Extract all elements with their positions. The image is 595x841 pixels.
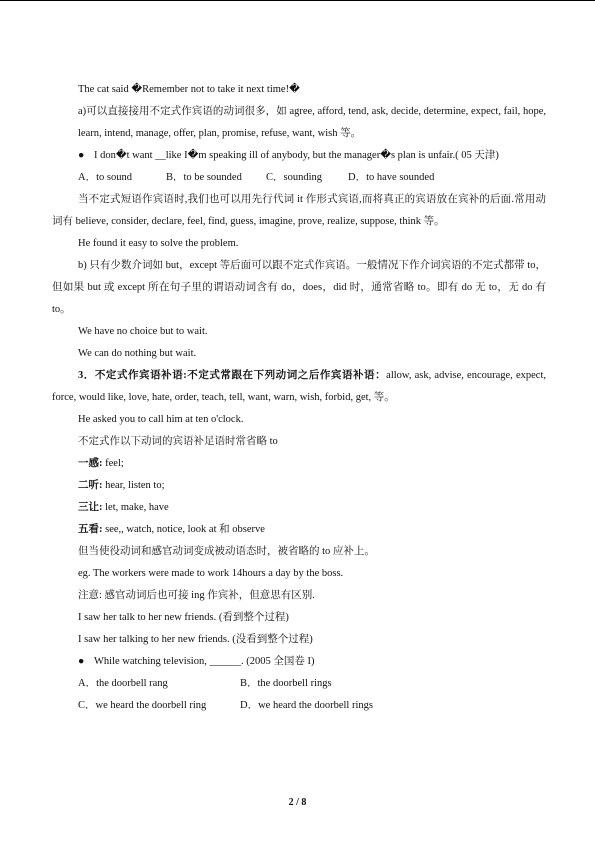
rule-text: 但当使役动词和感官动词变成被动语态时，被省略的 to 应补上。 [78,546,375,557]
bullet-icon: ● [78,656,85,667]
option-a: A．the doorbell rang [78,678,168,689]
rule-label: 一感: [78,458,103,469]
option-d: D．to have sounded [348,172,435,183]
answer-options [52,673,546,695]
paragraph-a: a)可以直接接用不定式作宾语的动词很多，如 agree, afford, tend, ask, decide, determine, expect, fail, hope, learn, intend, manage, offer, plan, promise, refuse, want, wish 等。 [78,106,546,139]
rule-text: 不定式作以下动词的宾语补足语时常省略 to [78,436,278,447]
example-sentence: I saw her talking to her new friends. (没看到整个过程) [78,634,313,645]
example-sentence: We have no choice but to wait. [78,326,208,337]
option-c: C．we heard the doorbell ring [78,700,207,711]
question-text: I don�t want __like I�m speaking ill of anybody, but the manager�s plan is unfair.( 05 天津) [94,150,499,161]
document-body [52,79,546,717]
note-text: 注意: 感官动词后也可接 ing 作宾补，但意思有区别. [78,590,315,601]
rule-item [52,453,546,475]
option-d: D．we heard the doorbell rings [240,700,373,711]
rule-item [52,519,546,541]
rule-label: 三让: [78,502,103,513]
rule-value: let, make, have [102,502,169,513]
exercise-question [52,651,546,673]
answer-options [52,167,546,189]
option-a: A．to sound [78,172,132,183]
page-number: 2 / 8 [288,797,307,808]
rule-item [52,497,546,519]
example-sentence: I saw her talk to her new friends. (看到整个过程) [78,612,289,623]
rule-value: see,, watch, notice, look at 和 observe [102,524,265,535]
rule-label: 二听: [78,480,103,491]
paragraph-b: b) 只有少数介词如 but，except 等后面可以跟不定式作宾语。一般情况下作介词宾语的不定式都带 to，但如果 but 或 except 所在句子里的谓语动词含有 do，does，did 时，通常省略 to。即有 do 无 to，无 do 有 to。 [52,260,547,315]
section-3-heading: 3．不定式作宾语补语:不定式常跟在下列动词之后作宾语补语： [78,370,387,381]
paragraph-it: 当不定式短语作宾语时,我们也可以用先行代词 it 作形式宾语,而将真正的宾语放在宾补的后面.常用动词有 believe, consider, declare, feel, find, guess, imagine, prove, realize, suppose, think 等。 [52,194,546,227]
rule-value: hear, listen to; [102,480,165,491]
exercise-question [52,145,546,167]
header-rule [0,0,595,1]
example-sentence: The cat said �Remember not to take it next time!� [78,84,300,95]
rule-item [52,475,546,497]
option-b: B．the doorbell rings [240,678,332,689]
section-3-paragraph [52,365,546,409]
answer-options [52,695,546,717]
example-sentence: We can do nothing but wait. [78,348,197,359]
example-sentence: He found it easy to solve the problem. [78,238,239,249]
rule-label: 五看: [78,524,103,535]
bullet-icon: ● [78,150,85,161]
section-3-verbs: allow, ask, advise, encourage, expect, force, would like, love, hate, order, teach, tell, want, warn, wish, forbid, get, 等。 [52,370,546,403]
option-c: C．sounding [266,172,323,183]
option-b: B．to be sounded [166,172,242,183]
rule-value: feel; [102,458,124,469]
question-text: While watching television, ______. (2005 全国卷 I) [94,656,315,667]
example-sentence: eg. The workers were made to work 14hours a day by the boss. [78,568,344,579]
example-sentence: He asked you to call him at ten o'clock. [78,414,244,425]
